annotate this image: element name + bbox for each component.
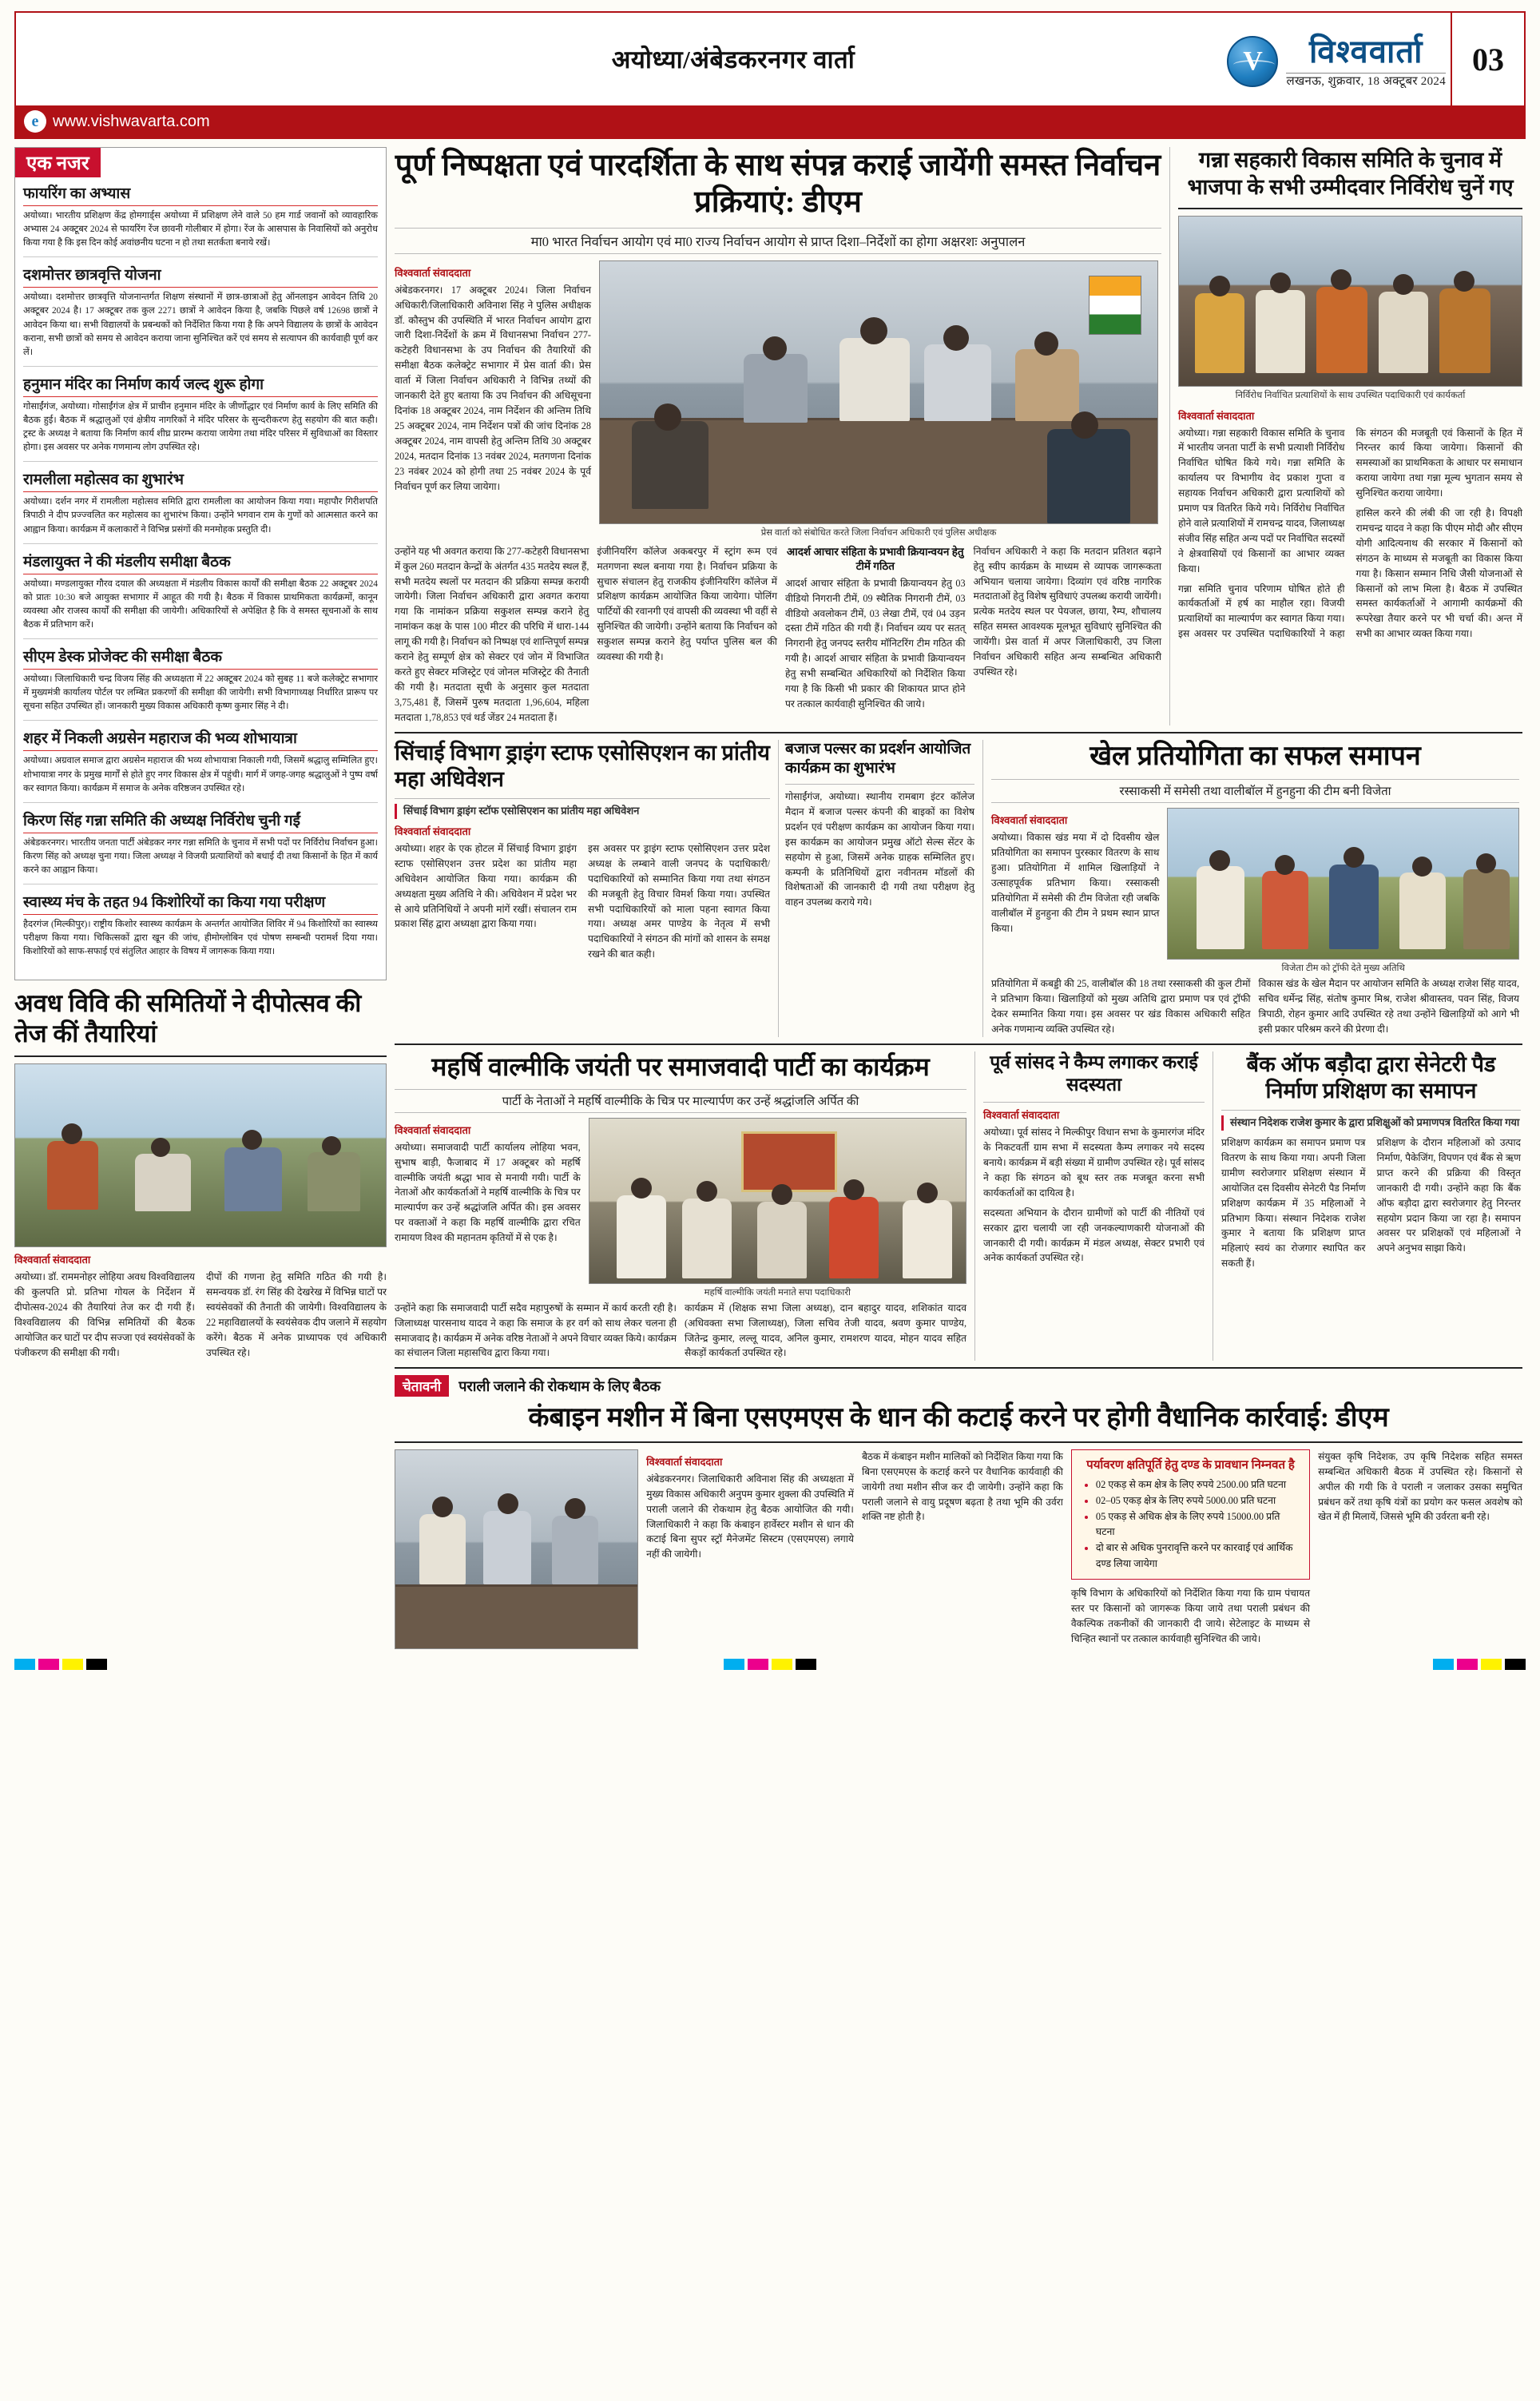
news-brief-heading: फायरिंग का अभ्यास (23, 182, 378, 206)
list-item (23, 727, 378, 802)
article-headline: महर्षि वाल्मीकि जयंती पर समाजवादी पार्टी का कार्यक्रम (431, 1051, 930, 1081)
news-brief-text: अयोध्या। दशमोत्तर छात्रवृत्ति योजनान्तर्गत शिक्षण संस्थानों में छात्र-छात्राओं हेतु ऑनलाइन आवेदन तिथि 20 अक्टूबर 2024 है। 17 अक्टूबर तक कुल 2271 छात्रों ने आवेदन किया है, जबकि पिछले वर्ष 12698 छात्रों ने आवेदन किया था। सभी विद्यालयों के प्रबन्धकों को निर्देशित किया गया है कि अपने विद्यालय के छात्रों के आवेदन कराना, सभी छात्रों को समय से आवेदन कराया जाना सुनिश्चित करें एवं समय से सत्यापन की कार्यवाही पूर्ण कर लें। (23, 292, 378, 357)
color-swatch (748, 1659, 768, 1670)
article-mp-membership (974, 1051, 1205, 1361)
masthead (14, 11, 1526, 105)
article-photo (395, 1449, 638, 1649)
article-body: आदर्श आचार संहिता के प्रभावी क्रियान्वयन हेतु 03 वीडियो निगरानी टीमें, 09 स्थैतिक निगरानी टीमें, 03 वीडियो अवलोकन टीमें, 03 लेखा टीमें, एवं 04 उड़न दस्ता टीमें गठित की गयी हैं। निर्वाचन व्यय पर सतत् निगरानी हेतु जनपद स्तरीय मॉनिटरिंग टीम गठित की गयी है। आदर्श आचार संहिता के प्रभावी क्रियान्वयन हेतु सभी सम्बन्धित अधिकारियों को निर्देशित किया गया है कि किसी भी प्रकार की शिकायत प्राप्त होने पर तत्काल कार्यवाही सुनिश्चित की जाये। (784, 577, 966, 710)
list-item (23, 551, 378, 639)
article-body: अयोध्या। समाजवादी पार्टी कार्यालय लोहिया भवन, सुभाष बाड़ी, फैजाबाद में 17 अक्टूबर को महर्षि वाल्मीकि जयंती श्रद्धा भाव से मनायी गयी। पार्टी के नेताओं और कार्यकर्ताओं ने महर्षि वाल्मीकि के चित्र पर माल्यार्पण कर उन्हें श्रद्धांजलि अर्पित की। इस अवसर पर वक्ताओं ने कहा कि महर्षि वाल्मीकि द्वारा रचित रामायण विश्व की महानतम कृतियों में से एक है। (395, 1141, 581, 1244)
penalty-item: • 02–05 एकड़ क्षेत्र के लिए रुपये 5000.00 प्रति घटना (1096, 1493, 1301, 1509)
list-item (23, 646, 378, 721)
news-brief-heading: रामलीला महोत्सव का शुभारंभ (23, 468, 378, 492)
article-body: अयोध्या। पूर्व सांसद ने मिल्कीपुर विधान सभा के कुमारगंज मंदिर के निकटवर्ती ग्राम सभा में सदस्यता कैम्प लगाकर नये सदस्य बनाये। कार्यक्रम में बड़ी संख्या में ग्रामीण उपस्थित रहे। पूर्व सांसद ने कहा कि संगठन को बूथ स्तर तक मजबूत करना सभी कार्यकर्ताओं का दायित्व है। (983, 1127, 1205, 1199)
news-brief-heading: सीएम डेस्क प्रोजेक्ट की समीक्षा बैठक (23, 646, 378, 670)
globe-logo-icon: V (1227, 36, 1278, 87)
color-swatch (38, 1659, 59, 1670)
article-body: अंबेडकरनगर। 17 अक्टूबर 2024। जिला निर्वाचन अधिकारी/जिलाधिकारी अविनाश सिंह ने पुलिस अधीक्षक डॉ. कौस्तुभ की उपस्थिति में भारत निर्वाचन आयोग द्वारा जारी दिशा-निर्देशों के क्रम में विधानसभा निर्वाचन 277-कटेहरी विधानसभा के उप निर्वाचन की तैयारियों की समीक्षा बैठक कलेक्ट्रेट सभागार में प्रेस वार्ता की। प्रेस वार्ता में जिला निर्वाचन अधिकारी ने विभिन्न तथ्यों की जानकारी देते हुए बताया कि उप निर्वाचन की अधिसूचना दिनांक 18 अक्टूबर 2024, नाम निर्देशन की अन्तिम तिथि 25 अक्टूबर 2024, नाम निर्देशन पत्रों की जांच दिनांक 28 अक्टूबर 2024, नाम वापसी हेतु अन्तिम तिथि 30 अक्टूबर 2024, मतदान दिनांक 13 नवंबर 2024, मतगणना दिनांक 23 नवंबर 2024 को होगी तथा 25 नवंबर 2024 के पूर्व निर्वाचन पूर्ण कर लिया जायेगा। (395, 284, 591, 492)
article-body: प्रतियोगिता में कबड्डी की 25, वालीबॉल की 18 तथा रस्साकसी की कुल टीमों ने प्रतिभाग किया। खिलाड़ियों को मुख्य अतिथि द्वारा प्रमाण पत्र एवं ट्रॉफी देकर सम्मानित किया गया। इस अवसर पर खंड विकास अधिकारी सहित अनेक गणमान्य व्यक्ति उपस्थित रहे। (991, 978, 1251, 1035)
masthead-left (16, 13, 463, 105)
brand-name: विश्ववार्ता (1308, 33, 1423, 70)
main-column (395, 147, 1522, 1649)
article-headline: बजाज पल्सर का प्रदर्शन आयोजित कार्यक्रम का शुभारंभ (785, 740, 971, 777)
article-pullquote: सिंचाई विभाग ड्राइंग स्टॉफ एसोसिएशन का प्रांतीय महा अधिवेशन (395, 804, 770, 819)
article-body: प्रशिक्षण कार्यक्रम का समापन प्रमाण पत्र वितरण के साथ किया गया। अपनी जिला ग्रामीण स्वरोजगार प्रशिक्षण संस्थान में आयोजित दस दिवसीय सेनेटरी पैड निर्माण प्रशिक्षण कार्यक्रम में 35 महिलाओं ने प्रतिभाग किया। संस्थान निदेशक राजेश कुमार ने बताया कि प्रशिक्षण प्राप्त महिलाएं स्वयं का रोजगार स्थापित कर सकती हैं। (1221, 1137, 1366, 1270)
color-swatch (1433, 1659, 1454, 1670)
article-avadh-university (14, 988, 387, 1362)
warning-label: चेतावनी (395, 1375, 449, 1397)
article-body: अयोध्या। विकास खंड मया में दो दिवसीय खेल प्रतियोगिता का समापन पुरस्कार वितरण के साथ हुआ। प्रतियोगिता में शामिल खिलाड़ियों ने उत्साहपूर्वक प्रतिभाग किया। रस्साकसी प्रतियोगिता में समेसी की टीम विजेता रही जबकि वालीबॉल में हुनहुना की टीम ने प्रथम स्थान प्राप्त किया। (991, 832, 1160, 934)
brand-block (1003, 13, 1451, 105)
color-swatch (86, 1659, 107, 1670)
news-brief-heading: हनुमान मंदिर का निर्माण कार्य जल्द शुरू होगा (23, 373, 378, 397)
email-icon: e (24, 110, 46, 133)
article-subhead: रस्साकसी में समेसी तथा वालीबॉल में हुनहुना की टीम बनी विजेता (991, 779, 1519, 803)
article-photo (589, 1118, 966, 1284)
page-content (14, 147, 1526, 1649)
article-body: उन्होंने यह भी अवगत कराया कि 277-कटेहरी विधानसभा में कुल 260 मतदान केन्द्रों के अंतर्गत 435 मतदेय स्थल हैं, सभी मतदेय स्थलों पर मतदान की प्रक्रिया सम्पन्न करायी जायेगी। जिला निर्वाचन अधिकारी द्वारा अवगत कराया गया कि नामांकन प्रक्रिया सकुशल सम्पन्न कराने हेतु नामांकन कक्ष के पास 100 मीटर की परिधि में धारा-144 लागू की गयी है। निर्वाचन को निष्पक्ष एवं शान्तिपूर्ण सम्पन्न कराने हेतु सम्पूर्ण क्षेत्र को सेक्टर एवं जोन में विभाजित करते हुए सेक्टर मजिस्ट्रेट एवं जोनल मजिस्ट्रेट की तैनाती की गयी है। मतदाता सूची के अनुसार कुल मतदाता 3,75,481 हैं, जिसमें पुरुष मतदाता 1,96,604, महिला मतदाता 1,78,853 एवं थर्ड जेंडर 24 मतदाता हैं। (395, 545, 589, 723)
penalty-box-title: पर्यावरण क्षतिपूर्ति हेतु दण्ड के प्रावधान निम्नवत है (1086, 1458, 1295, 1472)
article-subhead: पार्टी के नेताओं ने महर्षि वाल्मीकि के चित्र पर माल्यार्पण कर उन्हें श्रद्धांजलि अर्पित की (395, 1089, 966, 1113)
article-body: गन्ना समिति चुनाव परिणाम घोषित होते ही कार्यकर्ताओं में हर्ष का माहौल रहा। विजयी प्रत्याशियों का माल्यार्पण कर स्वागत किया गया। इस अवसर पर उपस्थित पदाधिकारियों ने कहा कि संगठन की मजबूती एवं किसानों के हित में निरन्तर कार्य किया जायेगा। किसानों की समस्याओं का प्राथमिकता के आधार पर समाधान कराया जायेगा तथा गन्ना मूल्य भुगतान समय से सुनिश्चित कराया जायेगा। (1178, 427, 1522, 640)
list-item (23, 891, 378, 965)
article-byline: विश्ववार्ता संवाददाता (646, 1455, 723, 1468)
article-body: अंबेडकरनगर। जिलाधिकारी अविनाश सिंह की अध्यक्षता में मुख्य विकास अधिकारी अनुपम कुमार शुक्ला की उपस्थिति में पराली जलाने की रोकथाम हेतु बैठक आयोजित की गयी। जिलाधिकारी ने कहा कि कंबाइन हार्वेस्टर मशीन से धान की कटाई बिना सुपर स्ट्रॉ मैनेजमेंट सिस्टम (एसएमएस) लगाये नहीं की जायेगी। (646, 1473, 854, 1560)
article-body: कृषि विभाग के अधिकारियों को निर्देशित किया गया कि ग्राम पंचायत स्तर पर किसानों को जागरूक किया जाये तथा पराली प्रबंधन की वैकल्पिक तकनीकों की जानकारी दी जाये। सेटेलाइट के माध्यम से चिन्हित स्थानों पर तत्काल कार्यवाही सुनिश्चित की जाये। (1070, 1587, 1311, 1644)
list-item (23, 182, 378, 257)
ek-nazar-box (14, 147, 387, 980)
article-combine (395, 1375, 1522, 1648)
article-body: गोसाईंगंज, अयोध्या। स्थानीय रामबाग इंटर कॉलेज मैदान में बजाज पल्सर कंपनी की बाइकों का विशेष प्रदर्शन एवं परीक्षण कार्यक्रम का आयोजन किया गया। इस कार्यक्रम का आयोजन प्रमुख ऑटो सेल्स सेंटर के सहयोग से हुआ, जिसमें अनेक ग्राहक सम्मिलित हुए। कम्पनी के प्रतिनिधियों द्वारा नवीनतम मॉडलों की विशेषताओं की जानकारी दी गयी तथा परीक्षण हेतु वाहन उपलब्ध कराये गये। (785, 790, 974, 908)
article-byline: विश्ववार्ता संवाददाता (395, 825, 471, 837)
photo-caption: विजेता टीम को ट्रॉफी देते मुख्य अतिथि (1281, 964, 1405, 974)
third-row (395, 1051, 1522, 1361)
article-body: अयोध्या। गन्ना सहकारी विकास समिति के चुनाव में भारतीय जनता पार्टी के सभी प्रत्याशी निर्विरोध निर्वाचित घोषित किये गये। गन्ना समिति के कार्यालय पर विभागीय वेद प्रकाश गुप्ता व सहायक निर्वाचन अधिकारी द्वारा प्रत्याशियों को प्रमाण पत्र वितरित किये गये। निर्विरोध निर्वाचित होने वाले प्रत्याशियों में रामचन्द्र यादव, जिलाध्यक्ष संजीव सिंह सहित अन्य पदों पर निर्वाचित सदस्यों ने क्षेत्रवासियों एवं किसानों का आभार व्यक्त किया। (1178, 427, 1345, 574)
article-byline: विश्ववार्ता संवाददाता (1178, 409, 1255, 422)
list-item (23, 264, 378, 367)
list-item (23, 468, 378, 543)
article-body: संयुक्त कृषि निदेशक, उप कृषि निदेशक सहित समस्त सम्बन्धित अधिकारी बैठक में उपस्थित रहे। किसानों से अपील की गयी कि वे पराली न जलाकर उसका समुचित प्रबंधन करें तथा कृषि यंत्रों का प्रयोग कर फसल अवशेष को खेत में ही मिलायें, जिससे भूमि की उर्वरता बनी रहे। (1318, 1450, 1522, 1523)
article-headline: खेल प्रतियोगिता का सफल समापन (1090, 741, 1421, 771)
color-swatch (796, 1659, 816, 1670)
article-bajaj (778, 740, 974, 1037)
color-registration-bar (14, 1659, 1526, 1670)
article-headline: सिंचाई विभाग ड्राइंग स्टाफ एसोसिएशन का प्रांतीय महा अधिवेशन (395, 740, 770, 792)
news-brief-text: अयोध्या। मण्डलायुक्त गौरव दयाल की अध्यक्षता में मंडलीय विकास कार्यों की समीक्षा बैठक 22 अक्टूबर 2024 को प्रातः 10:30 बजे आयुक्त सभागार में आहूत की गयी है। बैठक में विकास प्राथमिकता कार्यक्रमों, कानून व्यवस्था और राजस्व कार्यों की समीक्षा की जायेगी। अधिकारियों से अपेक्षित है कि वे समस्त सूचनाओं के साथ बैठक में प्रतिभाग करें। (23, 578, 378, 630)
color-swatch (1481, 1659, 1502, 1670)
color-swatch (1457, 1659, 1478, 1670)
news-brief-heading: किरण सिंह गन्ना समिति की अध्यक्ष निर्विरोध चुनी गईं (23, 809, 378, 833)
color-swatch (724, 1659, 744, 1670)
photo-caption: निर्विरोध निर्वाचित प्रत्याशियों के साथ उपस्थित पदाधिकारी एवं कार्यकर्ता (1235, 390, 1466, 400)
article-sugarcane (1169, 147, 1522, 725)
news-brief-heading: दशमोत्तर छात्रवृत्ति योजना (23, 264, 378, 288)
article-headline: पूर्ण निष्पक्षता एवं पारदर्शिता के साथ संपन्न कराई जायेंगी समस्त निर्वाचन प्रक्रियाएं: डीएम (395, 149, 1161, 220)
color-swatch (772, 1659, 792, 1670)
article-photo (1167, 808, 1519, 960)
website-bar (14, 105, 1526, 139)
article-byline: विश्ववार्ता संवाददाता (14, 1254, 91, 1266)
section-title: अयोध्या/अंबेडकरनगर वार्ता (611, 46, 855, 74)
article-headline: पूर्व सांसद ने कैम्प लगाकर कराई सदस्यता (990, 1051, 1198, 1095)
penalty-item: • 05 एकड़ से अधिक क्षेत्र के लिए रुपये 15000.00 प्रति घटना (1096, 1509, 1301, 1541)
news-brief-text: गोसाईंगंज, अयोध्या। गोसाईंगंज क्षेत्र में प्राचीन हनुमान मंदिर के जीर्णोद्धार एवं निर्माण कार्य के लिए समिति की बैठक हुई। बैठक में श्रद्धालुओं एवं क्षेत्रीय नागरिकों ने मंदिर परिसर के सुन्दरीकरण हेतु सहयोग की बात कही। ट्रस्ट के अध्यक्ष ने बताया कि निर्माण कार्य शीघ्र प्रारम्भ कराया जायेगा तथा मंदिर परिसर में सुविधाओं का विस्तार होगा। इस अवसर पर अनेक गणमान्य लोग उपस्थित रहे। (23, 401, 378, 453)
news-brief-heading: मंडलायुक्त ने की मंडलीय समीक्षा बैठक (23, 551, 378, 574)
article-body: प्रशिक्षण के दौरान महिलाओं को उत्पाद निर्माण, पैकेजिंग, विपणन एवं बैंक से ऋण प्राप्त करने की प्रक्रिया की विस्तृत जानकारी दी गयी। उन्होंने कहा कि बैंक ऑफ बड़ौदा द्वारा स्वरोजगार हेतु निरन्तर सहयोग प्रदान किया जा रहा है। समापन अवसर पर प्रशिक्षकों एवं महिलाओं ने अपने अनुभव साझा किये। (1376, 1137, 1521, 1254)
ek-nazar-column (14, 147, 387, 1649)
page-number: 03 (1451, 13, 1524, 105)
color-swatch (62, 1659, 83, 1670)
website-url[interactable]: www.vishwavarta.com (53, 112, 210, 130)
brand-dateline: लखनऊ, शुक्रवार, 18 अक्टूबर 2024 (1286, 73, 1446, 88)
article-body: निर्वाचन अधिकारी ने कहा कि मतदान प्रतिशत बढ़ाने हेतु स्वीप कार्यक्रम के माध्यम से व्यापक जागरूकता अभियान चलाया जायेगा। दिव्यांग एवं वरिष्ठ नागरिक मतदाताओं हेतु विशेष सुविधाएं उपलब्ध करायी जायेंगी। प्रत्येक मतदेय स्थल पर पेयजल, छाया, रैम्प, शौचालय सहित समस्त आवश्यक मूलभूत सुविधाएं सुनिश्चित की जायेंगी। प्रेस वार्ता में अपर जिलाधिकारी, उप जिला निर्वाचन अधिकारी सहित अन्य सम्बन्धित अधिकारी उपस्थित रहे। (973, 545, 1162, 678)
article-photo (14, 1063, 387, 1247)
article-body: इंजीनियरिंग कॉलेज अकबरपुर में स्ट्रांग रूम एवं मतगणना स्थल बनाया गया है। निर्वाचन प्रक्रिया के सुचारु संचालन हेतु राजकीय इंजीनियरिंग कॉलेज में प्रशिक्षण कार्यक्रम आयोजित किया जायेगा। पोलिंग पार्टियों की रवानगी एवं वापसी की व्यवस्था भी वहीं से सुनिश्चित की जायेगी। उन्होंने बताया कि निर्वाचन को सकुशल सम्पन्न कराने हेतु पर्याप्त पुलिस बल की व्यवस्था की गयी है। (597, 545, 777, 663)
article-body: दीपों की गणना हेतु समिति गठित की गयी है। समन्वयक डॉ. रंग सिंह की देखरेख में विभिन्न घाटों पर स्वयंसेवकों की तैनाती की जायेगी। विश्वविद्यालय के 22 महाविद्यालयों के स्वयंसेवक दीप जलाने में सहयोग करेंगे। बैठक में अनेक प्राध्यापक एवं अधिकारी उपस्थित रहे। (206, 1271, 387, 1358)
article-valmiki (395, 1051, 966, 1361)
article-body: हासिल करने की लंबी की जा रही है। विपक्षी रामचन्द्र यादव ने कहा कि पीएम मोदी और सीएम योगी आदित्यनाथ की सरकार में किसानों को संगठन के माध्यम से मजबूती का विकास किया गया है। किसान सम्मान निधि जैसी योजनाओं से किसानों को लाभ मिला है। बैठक में उपस्थित समस्त कार्यकर्ताओं ने आगामी कार्यक्रमों की रूपरेखा तैयार करने पर भी चर्चा की। अन्त में सभी का आभार व्यक्त किया गया। (1355, 507, 1522, 640)
photo-caption: प्रेस वार्ता को संबोधित करते जिला निर्वाचन अधिकारी एवं पुलिस अधीक्षक (760, 527, 997, 538)
ek-nazar-title: एक नजर (15, 148, 101, 177)
article-photo (1178, 216, 1522, 387)
article-body: कार्यक्रम में (शिक्षक सभा जिला अध्यक्ष), दान बहादुर यादव, शशिकांत यादव (अधिवक्ता सभा जिलाध्यक्ष), जिला सचिव तेजी यादव, श्रवण कुमार पाण्डेय, जितेन्द्र कुमार, लल्लू यादव, अनिल कुमार, रामशरण यादव, मोहन यादव सहित सैकड़ों कार्यकर्ता उपस्थित रहे। (685, 1302, 966, 1359)
list-item (23, 373, 378, 462)
color-swatch (1505, 1659, 1526, 1670)
news-brief-text: अयोध्या। भारतीय प्रशिक्षण केंद्र होमगार्ड्स अयोध्या में प्रशिक्षण लेने वाले 50 हम गार्ड जवानों को व्यावहारिक अभ्यास 24 अक्टूबर 2024 से फायरिंग रेंज छावनी गोलीबार में होगा। रेंज के आसपास के निवासियों को अनुरोध किया गया है कि इस दिन कोई अवांछनीय घटना न हो तथा सतर्कता बनाये रखें। (23, 211, 378, 248)
article-body: उन्होंने कहा कि समाजवादी पार्टी सदैव महापुरुषों के सम्मान में कार्य करती रही है। जिलाध्यक्ष पारसनाथ यादव ने कहा कि समाज के हर वर्ग को साथ लेकर चलना ही समाजवाद है। कार्यक्रम में अनेक वरिष्ठ नेताओं ने अपने विचार व्यक्त किये। कार्यक्रम का संचालन जिला महासचिव द्वारा किया गया। (395, 1302, 677, 1359)
article-headline: अवध विवि की समितियों ने दीपोत्सव की तेज कीं तैयारियां (14, 989, 362, 1048)
article-body: सदस्यता अभियान के दौरान ग्रामीणों को पार्टी की नीतियों एवं सरकार द्वारा चलायी जा रही जनकल्याणकारी योजनाओं की जानकारी दी गयी। कार्यक्रम में मंडल अध्यक्ष, सेक्टर प्रभारी एवं अनेक कार्यकर्ता उपस्थित रहे। (983, 1206, 1205, 1264)
news-brief-text: हैदरगंज (मिल्कीपुर)। राष्ट्रीय किशोर स्वास्थ्य कार्यक्रम के अन्तर्गत आयोजित शिविर में 94 किशोरियों का स्वास्थ्य परीक्षण किया गया। चिकित्सकों द्वारा खून की जांच, हीमोग्लोबिन एवं पोषण सम्बन्धी परामर्श दिया गया। किशोरियों को साफ-सफाई एवं संतुलित आहार के विषय में जागरूक किया गया। (23, 920, 378, 957)
news-brief-text: अयोध्या। जिलाधिकारी चन्द्र विजय सिंह की अध्यक्षता में 22 अक्टूबर 2024 को सुबह 11 बजे कलेक्ट्रेट सभागार में मुख्यमंत्री कार्यालय पोर्टल पर लम्बित प्रकरणों की समीक्षा की जायेगी। सभी विभागाध्यक्ष निर्धारित प्रारूप पर सूचना सहित उपस्थित हों। जानकारी मुख्य विकास अधिकारी कृष्ण कुमार सिंह ने दी। (23, 674, 378, 712)
penalty-item: • दो बार से अधिक पुनरावृत्ति करने पर कारवाई एवं आर्थिक दण्ड लिया जायेगा (1096, 1540, 1301, 1572)
article-pullquote: संस्थान निदेशक राजेश कुमार के द्वारा प्रशिक्षुओं को प्रमाणपत्र वितरित किया गया (1221, 1115, 1521, 1131)
article-byline: विश्ववार्ता संवाददाता (395, 1123, 471, 1136)
article-sports (982, 740, 1519, 1037)
article-kicker: पराली जलाने की रोकथाम के लिए बैठक (458, 1377, 661, 1394)
article-headline: कंबाइन मशीन में बिना एसएमएस के धान की कटाई करने पर होगी वैधानिक कार्रवाई: डीएम (528, 1403, 1389, 1433)
penalty-item: • 02 एकड़ से कम क्षेत्र के लिए रुपये 2500.00 प्रति घटना (1096, 1477, 1301, 1493)
news-brief-text: अयोध्या। दर्शन नगर में रामलीला महोत्सव समिति द्वारा रामलीला का आयोजन किया गया। महापौर गिरीशपति त्रिपाठी ने दीप प्रज्ज्वलित कर महोत्सव का शुभारंभ किया। उन्होंने भगवान राम के गुणों को आत्मसात करने का आह्वान किया। कार्यक्रम में कलाकारों ने विभिन्न प्रसंगों की मनमोहक प्रस्तुति दी। (23, 497, 378, 535)
article-headline: गन्ना सहकारी विकास समिति के चुनाव में भाजपा के सभी उम्मीदवार निर्विरोध चुनें गए (1187, 148, 1514, 199)
news-brief-heading: स्वास्थ्य मंच के तहत 94 किशोरियों का किया गया परीक्षण (23, 891, 378, 915)
article-body: विकास खंड के खेल मैदान पर आयोजन समिति के अध्यक्ष राजेश सिंह यादव, सचिव धर्मेन्द्र सिंह, संतोष कुमार मिश्र, राजेश श्रीवास्तव, पवन सिंह, विजय त्रिपाठी, रोहन कुमार आदि उपस्थित रहे तथा उन्होंने खिलाड़ियों को आगे भी इसी प्रकार परिश्रम करने की प्रेरणा दी। (1258, 978, 1519, 1035)
photo-caption: महर्षि वाल्मीकि जयंती मनाते सपा पदाधिकारी (704, 1287, 851, 1298)
article-subhead: मा0 भारत निर्वाचन आयोग एवं मा0 राज्य निर्वाचन आयोग से प्राप्त दिशा–निर्देशों का होगा अक्षरशः अनुपालन (395, 228, 1161, 254)
article-photo (599, 260, 1158, 524)
article-body: अयोध्या। डॉ. राममनोहर लोहिया अवध विश्वविद्यालय की कुलपति प्रो. प्रतिभा गोयल के निर्देशन में दीपोत्सव-2024 की तैयारियां तेज कर दी गयी हैं। विश्वविद्यालय की विभिन्न समितियों की बैठक आयोजित कर घाटों पर दीप सज्जा एवं स्वयंसेवकों के पंजीकरण की समीक्षा की गयी। (14, 1271, 195, 1358)
article-lead (395, 147, 1161, 725)
news-brief-text: अयोध्या। अग्रवाल समाज द्वारा अग्रसेन महाराज की भव्य शोभायात्रा निकाली गयी, जिसमें श्रद्धालु सम्मिलित हुए। शोभायात्रा नगर के प्रमुख मार्गों से होते हुए नगर विकास क्षेत्र में पहुंची। मार्ग में जगह-जगह श्रद्धालुओं ने पुष्प वर्षा कर स्वागत किया। कार्यक्रम में समाज के अनेक वरिष्ठजन उपस्थित रहे। (23, 756, 378, 793)
article-headline: बैंक ऑफ बड़ौदा द्वारा सेनेटरी पैड निर्माण प्रशिक्षण का समापन (1246, 1051, 1496, 1103)
penalty-box (1071, 1449, 1310, 1580)
top-row (395, 147, 1522, 725)
article-irrigation (395, 740, 770, 1037)
second-row (395, 740, 1522, 1037)
color-swatch (14, 1659, 35, 1670)
list-item (23, 809, 378, 884)
news-brief-text: अंबेडकरनगर। भारतीय जनता पार्टी अंबेडकर नगर गन्ना समिति के चुनाव में सभी पदों पर निर्विरोध निर्वाचन हुआ। किरण सिंह को अध्यक्ष चुना गया। जिला अध्यक्ष ने विजयी प्रत्याशियों को बधाई दी तथा किसानों के हित में कार्य करने का आह्वान किया। (23, 837, 378, 875)
article-bank-of-baroda (1213, 1051, 1521, 1361)
article-subheading: आदर्श आचार संहिता के प्रभावी क्रियान्वयन हेतु टीमें गठित (786, 545, 964, 572)
article-body: इस अवसर पर ड्राइंग स्टाफ एसोसिएशन उत्तर प्रदेश अध्यक्ष के लम्बाने वाली जनपद के पदाधिकारी/ पदाधिकारियों को सम्मानित किया गया तथा संगठन की मजबूती हेतु विचार विमर्श किया गया। उपस्थित सभी पदाधिकारियों को माला पहना स्वागत किया गया। अध्यक्ष अमर पाण्डेय के नेतृत्व में सभी पदाधिकारियों ने संगठन की मांगों को शासन के समक्ष रखने की बात कही। (588, 842, 770, 960)
article-body: बैठक में कंबाइन मशीन मालिकों को निर्देशित किया गया कि बिना एसएमएस के कटाई करने पर वैधानिक कार्यवाही की जायेगी तथा मशीन सीज कर दी जायेगी। उन्होंने कहा कि पराली जलाने से वायु प्रदूषण बढ़ता है तथा भूमि की उर्वरा शक्ति नष्ट होती है। (861, 1450, 1063, 1523)
article-byline: विश्ववार्ता संवाददाता (991, 814, 1068, 827)
article-body: अयोध्या। शहर के एक होटल में सिंचाई विभाग ड्राइंग स्टाफ एसोसिएशन उत्तर प्रदेश का प्रांतीय महा अधिवेशन आयोजित किया गया। कार्यक्रम की अध्यक्षता मुख्य अतिथि ने की। अधिवेशन में प्रदेश भर से आये प्रतिनिधियों ने अपनी मांगें रखीं। संचालन राम प्रकाश सिंह द्वारा अध्यक्षा द्वारा किया गया। (395, 842, 577, 930)
article-byline: विश्ववार्ता संवाददाता (395, 266, 471, 279)
news-brief-heading: शहर में निकली अग्रसेन महाराज की भव्य शोभायात्रा (23, 727, 378, 751)
article-byline: विश्ववार्ता संवाददाता (983, 1109, 1060, 1122)
